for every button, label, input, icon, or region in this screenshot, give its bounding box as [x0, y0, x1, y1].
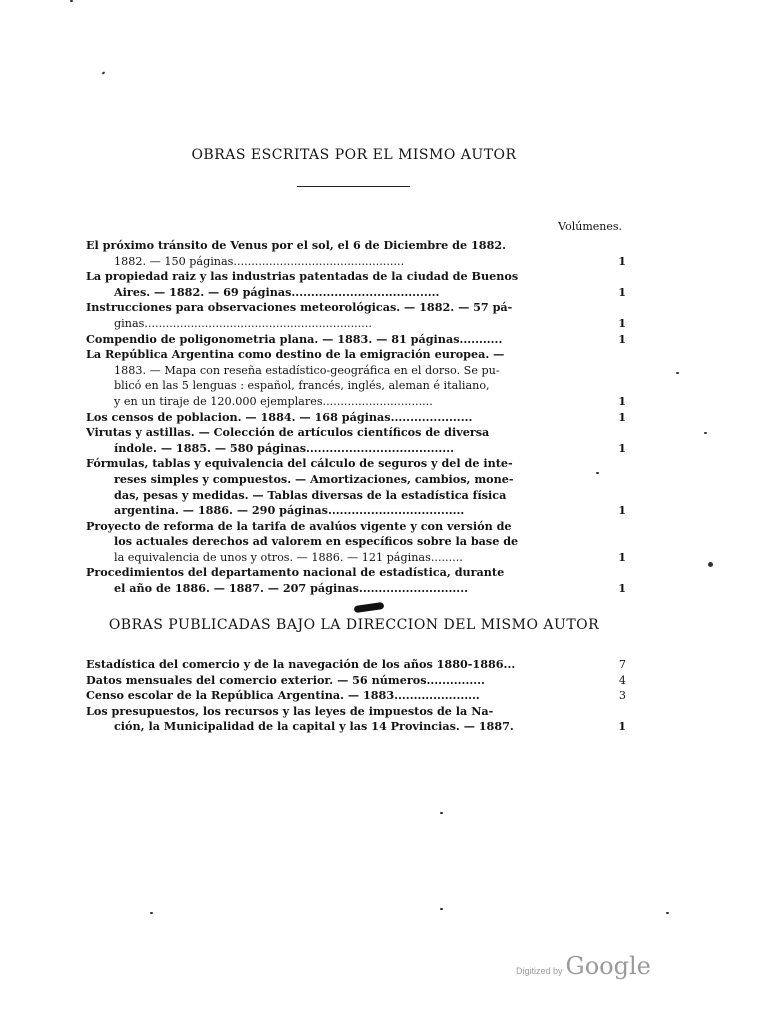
entry-line: ginas................................................................: [114, 316, 372, 330]
scan-speck: [102, 71, 106, 74]
entry-line: Instrucciones para observaciones meteorológicas. — 1882. — 57 pá-: [86, 300, 513, 315]
entry-line: La República Argentina como destino de la emigración europea. —: [86, 347, 505, 362]
entry-line: Compendio de poligonometria plana. — 1883. — 81 páginas...........: [86, 331, 503, 346]
entry-line: Censo escolar de la República Argentina. — 1883......................: [86, 688, 480, 703]
scan-speck: [708, 562, 713, 567]
list-item: [86, 657, 626, 673]
digitized-by-google-watermark: [516, 952, 651, 980]
entry-line: índole. — 1885. — 580 páginas......................................: [114, 440, 454, 455]
volume-count: 1: [618, 393, 626, 408]
scan-speck: [440, 812, 443, 814]
volume-count: 1: [618, 253, 626, 268]
works-written-list: [86, 238, 626, 597]
volume-count: 1: [618, 284, 626, 299]
volume-count: 4: [618, 673, 626, 687]
entry-line: Fórmulas, tablas y equivalencia del cálculo de seguros y del de inte-: [86, 456, 513, 471]
list-item: [86, 410, 626, 426]
scan-speck: [70, 0, 73, 2]
scan-speck: [596, 472, 599, 474]
scan-speck: [704, 432, 707, 434]
volume-count: 7: [618, 658, 626, 671]
list-item: [86, 300, 626, 331]
volume-count: 1: [618, 331, 626, 346]
list-item: [86, 565, 626, 596]
list-item: [86, 673, 626, 689]
entry-line: Procedimientos del departamento nacional de estadística, durante: [86, 565, 505, 580]
entry-line: ción, la Municipalidad de la capital y las 14 Provincias. — 1887.: [114, 719, 514, 734]
volume-count: 1: [618, 315, 626, 330]
entry-line: reses simples y compuestos. — Amortizaciones, cambios, mone-: [114, 471, 514, 486]
volume-count: 1: [618, 581, 626, 596]
list-item: [86, 269, 626, 300]
list-item: [86, 456, 626, 518]
list-item: [86, 425, 626, 456]
works-published-list: [86, 657, 626, 735]
entry-line: y en un tiraje de 120.000 ejemplares...............................: [114, 394, 433, 408]
entry-line: Proyecto de reforma de la tarifa de avalúos vigente y con versión de: [86, 518, 512, 533]
entry-line: El próximo tránsito de Venus por el sol, el 6 de Diciembre de 1882.: [86, 238, 507, 252]
list-item: [86, 332, 626, 348]
list-item: [86, 347, 626, 409]
scan-speck: [150, 912, 153, 914]
list-item: [86, 704, 626, 735]
watermark-prefix: Digitized by: [516, 966, 563, 976]
entry-line: Aires. — 1882. — 69 páginas......................................: [114, 284, 440, 299]
volume-count: 1: [618, 409, 626, 424]
entry-line: 1883. — Mapa con reseña estadístico-geográfica en el dorso. Se pu-: [114, 363, 500, 377]
volume-count: 3: [618, 689, 626, 703]
volumes-column-header: Volúmenes.: [558, 220, 622, 233]
entry-line: Los censos de poblacion. — 1884. — 168 páginas.....................: [86, 409, 473, 424]
title-rule: [297, 186, 410, 187]
ink-blot: [354, 602, 385, 613]
list-item: [86, 519, 626, 566]
scan-speck: [440, 908, 443, 910]
volume-count: 1: [618, 549, 626, 564]
volume-count: 1: [618, 440, 626, 455]
entry-line: La propiedad raiz y las industrias patentadas de la ciudad de Buenos: [86, 269, 519, 284]
entry-line: el año de 1886. — 1887. — 207 páginas............................: [114, 581, 468, 596]
section-title-works-written: OBRAS ESCRITAS POR EL MISMO AUTOR: [191, 147, 517, 163]
scan-speck: [676, 372, 679, 374]
entry-line: Estadística del comercio y de la navegación de los años 1880-1886...: [86, 657, 516, 671]
scan-speck: [666, 912, 669, 914]
entry-line: blicó en las 5 lenguas : español, francés, inglés, aleman é italiano,: [114, 379, 490, 393]
list-item: [86, 688, 626, 704]
entry-line: 1882. — 150 páginas................................................: [114, 254, 405, 268]
entry-line: argentina. — 1886. — 290 páginas...................................: [114, 503, 465, 518]
section-title-works-published: OBRAS PUBLICADAS BAJO LA DIRECCION DEL MISMO AUTOR: [108, 617, 600, 633]
entry-line: Virutas y astillas. — Colección de artículos científicos de diversa: [86, 425, 490, 440]
entry-line: los actuales derechos ad valorem en específicos sobre la base de: [114, 534, 519, 549]
entry-line: Datos mensuales del comercio exterior. — 56 números...............: [86, 672, 485, 687]
watermark-logo: Google: [565, 952, 651, 980]
volume-count: 1: [618, 503, 626, 518]
volume-count: 1: [618, 719, 626, 734]
entry-line: la equivalencia de unos y otros. — 1886. — 121 páginas.........: [114, 550, 463, 564]
entry-line: das, pesas y medidas. — Tablas diversas de la estadística física: [114, 487, 507, 502]
list-item: [86, 238, 626, 269]
entry-line: Los presupuestos, los recursos y las leyes de impuestos de la Na-: [86, 703, 494, 718]
